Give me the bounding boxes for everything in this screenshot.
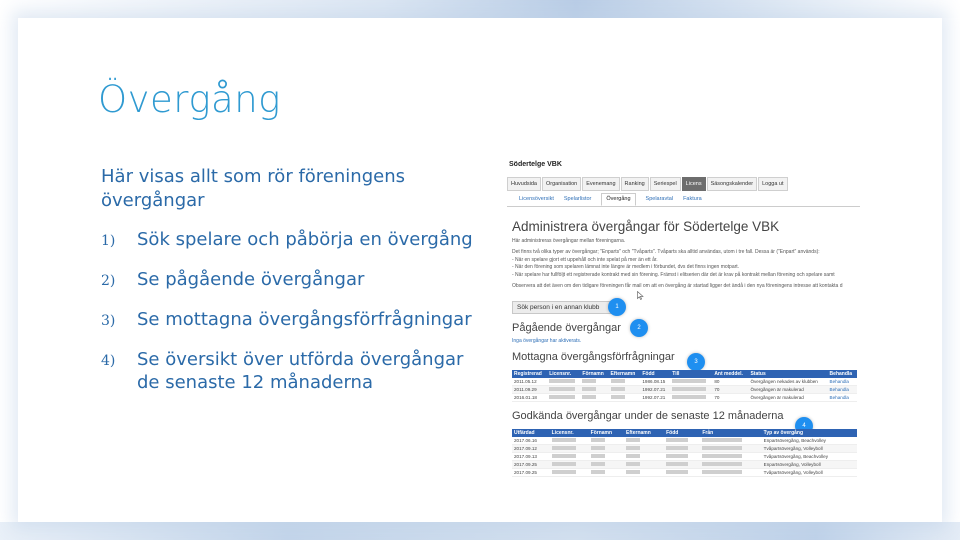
cell-blurred (700, 445, 761, 453)
desc-line: - När den förening som spelaren lämnat inte längre är medlem i förbundet, dvs det finns ingen motpart. (512, 264, 740, 271)
cell: 70 (712, 386, 748, 394)
tab-licensoversikt[interactable]: Licensöversikt (519, 196, 554, 202)
behandla-link[interactable]: Behandla (828, 394, 857, 402)
step-badge-3: 3 (687, 353, 705, 371)
cell: 2017.06.16 (512, 437, 550, 445)
table-row (512, 461, 857, 469)
step-badge-1: 1 (608, 298, 626, 316)
tab-spelaravtal[interactable]: Spelaravtal (645, 196, 674, 202)
cell: 2017.09.12 (512, 445, 550, 453)
cell-blurred (664, 437, 700, 445)
cell-blurred (624, 445, 664, 453)
nav-item-huvudsida[interactable]: Huvudsida (507, 177, 541, 191)
col-header[interactable]: Född (664, 429, 700, 437)
cell-blurred (700, 453, 761, 461)
col-header[interactable]: Registrerad (512, 370, 547, 378)
nav-item-licens[interactable]: Licens (682, 177, 706, 191)
cell-blurred (589, 445, 624, 453)
behandla-link[interactable]: Behandla (828, 378, 857, 386)
list-item (101, 348, 491, 394)
table-row (512, 378, 857, 386)
slide-intro: Här visas allt som rör föreningens övergångar (101, 166, 405, 211)
cell: 2016.01.18 (512, 394, 547, 402)
table-row (512, 394, 857, 402)
approved-table (512, 429, 857, 477)
cell-blurred (700, 461, 761, 469)
cell-blurred (624, 437, 664, 445)
page-heading: Administrera övergångar för Södertelge VBK (512, 219, 780, 234)
cell-blurred (589, 461, 624, 469)
list-text: Se översikt över utförda övergångar de senaste 12 månaderna (137, 349, 464, 393)
pending-heading: Pågående övergångar (512, 322, 621, 334)
cell-blurred (624, 469, 664, 477)
tab-faktura[interactable]: Faktura (683, 196, 702, 202)
bottom-decor-band (0, 522, 960, 540)
nav-item-seriespel[interactable]: Seriespel (650, 177, 681, 191)
cell-blurred (670, 386, 712, 394)
cell-blurred (547, 378, 580, 386)
top-decor-band (0, 0, 960, 18)
cell-blurred (589, 437, 624, 445)
table-row (512, 386, 857, 394)
cell-blurred (550, 437, 589, 445)
cell-blurred (547, 394, 580, 402)
nav-item-evenemang[interactable]: Evenemang (582, 177, 619, 191)
sub-nav (507, 193, 860, 207)
col-header[interactable]: Licensnr. (550, 429, 589, 437)
tab-overgang[interactable]: Övergång (601, 193, 635, 206)
nav-item-organisation[interactable]: Organisation (542, 177, 581, 191)
col-header[interactable]: Född (640, 370, 670, 378)
list-number: 4) (101, 353, 116, 369)
cell: 1992.07.21 (640, 394, 670, 402)
cell-blurred (550, 445, 589, 453)
list-number: 3) (101, 313, 116, 329)
slide-title: Övergång (98, 78, 281, 121)
cell-blurred (589, 469, 624, 477)
desc-line: - När en spelare gjort ett uppehåll och inte spelat på mer än ett år. (512, 256, 658, 263)
pending-empty-link[interactable]: Inga övergångar har aktiverats. (512, 338, 582, 344)
list-item (101, 268, 491, 293)
cell: 2017.09.13 (512, 453, 550, 461)
table-row (512, 437, 857, 445)
col-header[interactable]: Efternamn (624, 429, 664, 437)
table-header-row (512, 370, 857, 378)
col-header[interactable]: Efternamn (609, 370, 641, 378)
desc-line: - När spelare har fullföljt ett registrerade kontrakt med sin förening. Främst i elitserien där det är krav på kontrakt mellan förening och spelare samt (512, 271, 835, 278)
list-text: Se pågående övergångar (137, 269, 365, 290)
cell-blurred (550, 461, 589, 469)
step-list (101, 228, 491, 409)
cell: 2011.05.12 (512, 378, 547, 386)
list-number: 1) (101, 233, 116, 249)
cell-blurred (700, 437, 761, 445)
col-header[interactable]: Förnamn (580, 370, 608, 378)
embedded-screenshot (505, 155, 860, 480)
col-header[interactable]: Typ av övergång (762, 429, 857, 437)
cell: Övergången är makulerad (748, 394, 827, 402)
col-header[interactable]: Från (700, 429, 761, 437)
cell-blurred (580, 394, 608, 402)
cell-blurred (700, 469, 761, 477)
mouse-cursor-icon (637, 291, 644, 300)
approved-heading: Godkända övergångar under de senaste 12 månaderna (512, 410, 784, 422)
cell-blurred (580, 378, 608, 386)
desc-line: Här administreras övergångar mellan föreningarna. (512, 238, 626, 244)
step-badge-2: 2 (630, 319, 648, 337)
cell-blurred (670, 378, 712, 386)
desc-line: Observera att det även om den tidigare föreningen får mail om att en övergång är startad ligger det ändå i den nya föreningens intresse att kontakta d (512, 283, 843, 290)
cell: 1986.08.15 (640, 378, 670, 386)
cell-blurred (550, 453, 589, 461)
cell: 2017.09.25 (512, 461, 550, 469)
col-header[interactable]: Till (670, 370, 712, 378)
table-row (512, 469, 857, 477)
cell-blurred (609, 378, 641, 386)
cell-blurred (550, 469, 589, 477)
cell: Tvåpartsövergång, Volleyboll (762, 469, 857, 477)
table-row (512, 445, 857, 453)
table-header-row (512, 429, 857, 437)
cell: Enpartsövergång, Volleyboll (762, 461, 857, 469)
cell: 2011.09.29 (512, 386, 547, 394)
org-name: Södertelge VBK (509, 161, 562, 168)
col-header[interactable]: Licensnr. (547, 370, 580, 378)
received-table (512, 370, 857, 402)
list-text: Se mottagna övergångsförfrågningar (137, 309, 472, 330)
table-row (512, 453, 857, 461)
nav-item-sasongskalender[interactable]: Säsongskalender (707, 177, 758, 191)
desc-line: Det finns två olika typer av övergångar; "Enparts" och "Tvåparts". Tvåparts ska alltid användas, utom i tre fall. Dessa är ("Enpart" används): (512, 249, 820, 256)
col-header[interactable]: Behandla (828, 370, 857, 378)
cell-blurred (664, 469, 700, 477)
cell-blurred (624, 461, 664, 469)
col-header[interactable]: Status (748, 370, 827, 378)
nav-item-ranking[interactable]: Ranking (621, 177, 649, 191)
cell-blurred (624, 453, 664, 461)
cell-blurred (670, 394, 712, 402)
search-person-button[interactable]: Sök person i en annan klubb (512, 301, 617, 314)
list-number: 2) (101, 273, 116, 289)
list-text: Sök spelare och påbörja en övergång (137, 229, 473, 250)
cell-blurred (580, 386, 608, 394)
cell: Övergången nekades av klubben (748, 378, 827, 386)
cell-blurred (547, 386, 580, 394)
cell: Tvåpartsövergång, Beachvolley (762, 453, 857, 461)
cell-blurred (664, 445, 700, 453)
cell: 2017.09.25 (512, 469, 550, 477)
step-badge-4: 4 (795, 417, 813, 435)
cell: Enpartsövergång, Beachvolley (762, 437, 857, 445)
col-header[interactable]: Utfärdad (512, 429, 550, 437)
tab-spelarlistor[interactable]: Spelarlistor (563, 196, 592, 202)
cell-blurred (664, 461, 700, 469)
cell: 1992.07.21 (640, 386, 670, 394)
col-header[interactable]: Ant meddel. (712, 370, 748, 378)
cell: Övergången är makulerad (748, 386, 827, 394)
cell-blurred (609, 394, 641, 402)
received-heading: Mottagna övergångsförfrågningar (512, 351, 675, 363)
col-header[interactable]: Förnamn (589, 429, 624, 437)
cell: Tvåpartsövergång, Volleyboll (762, 445, 857, 453)
list-item (101, 308, 491, 333)
behandla-link[interactable]: Behandla (828, 386, 857, 394)
nav-item-logga-ut[interactable]: Logga ut (758, 177, 787, 191)
description (512, 238, 857, 290)
cell: 80 (712, 378, 748, 386)
cell-blurred (664, 453, 700, 461)
list-item (101, 228, 491, 253)
cell-blurred (589, 453, 624, 461)
cell-blurred (609, 386, 641, 394)
main-nav (507, 177, 788, 191)
cell: 70 (712, 394, 748, 402)
